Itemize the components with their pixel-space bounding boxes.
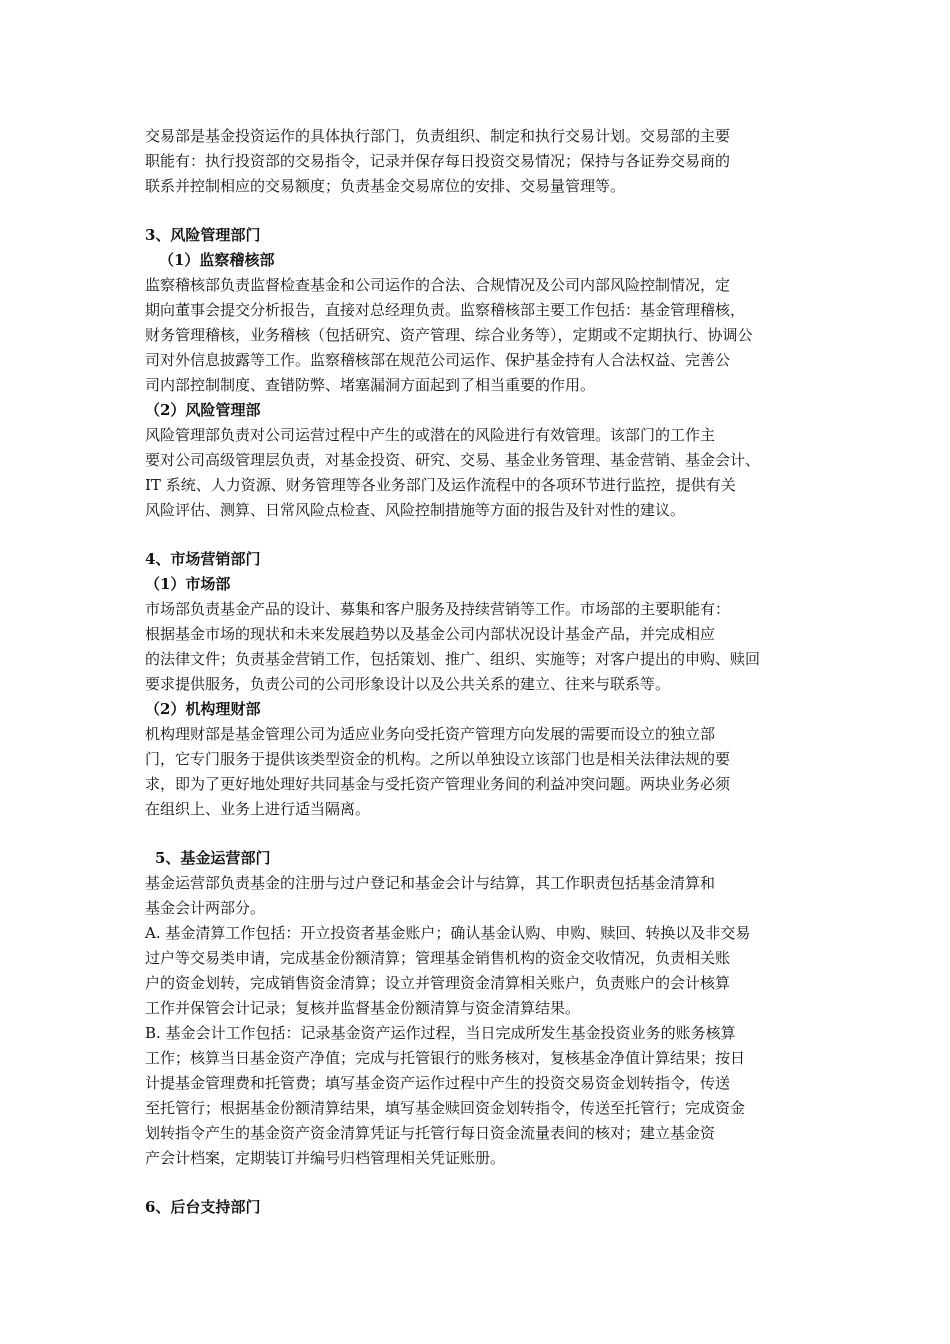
section-heading-risk-management: 3、风险管理部门 <box>145 226 261 244</box>
text-line: 监察稽核部负责监督检查基金和公司运作的合法、合规情况及公司内部风险控制情况，定 <box>145 276 731 294</box>
text-line: IT 系统、人力资源、财务管理等各业务部门及运作流程中的各项环节进行监控，提供有关 <box>145 476 736 494</box>
subheading-market-dept: （1）市场部 <box>145 575 231 593</box>
subheading-institutional-dept: （2）机构理财部 <box>145 700 261 718</box>
text-line: 风险管理部负责对公司运营过程中产生的或潜在的风险进行有效管理。该部门的工作主 <box>145 426 716 444</box>
text-line: 至托管行；根据基金份额清算结果，填写基金赎回资金划转指令，传送至托管行；完成资金 <box>145 1099 746 1117</box>
text-line: 户的资金划转，完成销售资金清算；设立并管理资金清算相关账户，负责账户的会计核算 <box>145 974 731 992</box>
text-line: 基金运营部负责基金的注册与过户登记和基金会计与结算，其工作职责包括基金清算和 <box>145 874 716 892</box>
text-line: 联系并控制相应的交易额度；负责基金交易席位的安排、交易量管理等。 <box>145 177 626 195</box>
text-line: 风险评估、测算、日常风险点检查、风险控制措施等方面的报告及针对性的建议。 <box>145 501 686 519</box>
text-line: 过户等交易类申请，完成基金份额清算；管理基金销售机构的资金交收情况，负责相关账 <box>145 949 731 967</box>
paragraph-trading-dept <box>145 124 815 199</box>
paragraph-institutional-dept <box>145 722 815 822</box>
text-line: 根据基金市场的现状和未来发展趋势以及基金公司内部状况设计基金产品，并完成相应 <box>145 625 716 643</box>
paragraph-market-dept <box>145 597 815 697</box>
section-heading-back-office: 6、后台支持部门 <box>145 1198 261 1216</box>
section-heading-fund-operations: 5、基金运营部门 <box>155 849 271 867</box>
paragraph-risk-management-dept <box>145 423 815 523</box>
text-line: 要对公司高级管理层负责，对基金投资、研究、交易、基金业务管理、基金营销、基金会计、 <box>145 451 761 469</box>
paragraph-fund-operations <box>145 871 815 1171</box>
text-line: A. 基金清算工作包括：开立投资者基金账户；确认基金认购、申购、赎回、转换以及非交易 <box>145 924 751 942</box>
text-line: 求，即为了更好地处理好共同基金与受托资产管理业务间的利益冲突问题。两块业务必须 <box>145 775 731 793</box>
document-body <box>145 124 815 1220</box>
text-line: 划转指令产生的基金资产资金清算凭证与托管行每日资金流量表间的核对；建立基金资 <box>145 1124 716 1142</box>
subheading-risk-management-dept: （2）风险管理部 <box>145 401 261 419</box>
text-line: 市场部负责基金产品的设计、募集和客户服务及持续营销等工作。市场部的主要职能有： <box>145 600 731 618</box>
text-line: 期向董事会提交分析报告，直接对总经理负责。监察稽核部主要工作包括：基金管理稽核， <box>145 301 746 319</box>
text-line: 机构理财部是基金管理公司为适应业务向受托资产管理方向发展的需要而设立的独立部 <box>145 725 716 743</box>
text-line: B. 基金会计工作包括：记录基金资产运作过程，当日完成所发生基金投资业务的账务核算 <box>145 1024 736 1042</box>
subheading-compliance-audit: （1）监察稽核部 <box>159 251 275 269</box>
text-line: 职能有：执行投资部的交易指令，记录并保存每日投资交易情况；保持与各证券交易商的 <box>145 152 731 170</box>
text-line: 司内部控制制度、查错防弊、堵塞漏洞方面起到了相当重要的作用。 <box>145 376 596 394</box>
text-line: 的法律文件；负责基金营销工作，包括策划、推广、组织、实施等；对客户提出的申购、赎回 <box>145 650 761 668</box>
text-line: 工作并保管会计记录；复核并监督基金份额清算与资金清算结果。 <box>145 999 581 1017</box>
text-line: 产会计档案，定期装订并编号归档管理相关凭证账册。 <box>145 1149 506 1167</box>
text-line: 计提基金管理费和托管费；填写基金资产运作过程中产生的投资交易资金划转指令，传送 <box>145 1074 731 1092</box>
text-line: 交易部是基金投资运作的具体执行部门，负责组织、制定和执行交易计划。交易部的主要 <box>145 127 731 145</box>
text-line: 司对外信息披露等工作。监察稽核部在规范公司运作、保护基金持有人合法权益、完善公 <box>145 351 731 369</box>
text-line: 工作；核算当日基金资产净值；完成与托管银行的账务核对，复核基金净值计算结果；按日 <box>145 1049 746 1067</box>
text-line: 在组织上、业务上进行适当隔离。 <box>145 800 371 818</box>
section-heading-marketing: 4、市场营销部门 <box>145 550 261 568</box>
text-line: 基金会计两部分。 <box>145 899 266 917</box>
text-line: 门，它专门服务于提供该类型资金的机构。之所以单独设立该部门也是相关法律法规的要 <box>145 750 731 768</box>
text-line: 要求提供服务，负责公司的公司形象设计以及公共关系的建立、往来与联系等。 <box>145 675 671 693</box>
paragraph-compliance-audit <box>145 273 815 398</box>
text-line: 财务管理稽核，业务稽核（包括研究、资产管理、综合业务等），定期或不定期执行、协调公 <box>145 326 753 344</box>
